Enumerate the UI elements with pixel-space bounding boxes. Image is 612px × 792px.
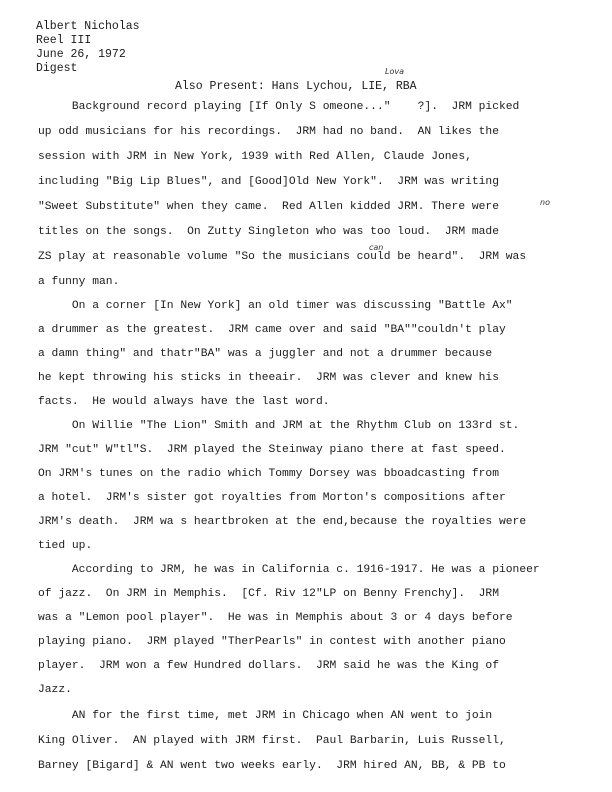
text-line: JRM's death. JRM wa s heartbroken at the end,because the royalties were (38, 516, 527, 528)
handwritten-note-no: no (540, 198, 550, 207)
handwritten-note-lova: Lova (385, 67, 404, 76)
text-line: a drummer as the greatest. JRM came over and said "BA""couldn't play (38, 324, 506, 336)
text-line: player. JRM won a few Hundred dollars. JRM said he was the King of (38, 660, 499, 672)
text-line: On Willie "The Lion" Smith and JRM at the Rhythm Club on 133rd st. (38, 420, 520, 432)
text-line: a hotel. JRM's sister got royalties from Morton's compositions after (38, 492, 506, 504)
text-line: ZS play at reasonable volume "So the musicians could be heard". JRM was (38, 251, 527, 263)
text-line: he kept throwing his sticks in theeair. JRM was clever and knew his (38, 372, 499, 384)
text-line: a damn thing" and thatr"BA" was a juggler and not a drummer because (38, 348, 493, 360)
text-line: "Sweet Substitute" when they came. Red Allen kidded JRM. There were (38, 201, 499, 213)
text-line: Barney [Bigard] & AN went two weeks early. JRM hired AN, BB, & PB to (38, 760, 506, 772)
text-line: session with JRM in New York, 1939 with Red Allen, Claude Jones, (38, 151, 472, 163)
text-line: of jazz. On JRM in Memphis. [Cf. Riv 12"LP on Benny Frenchy]. JRM (38, 588, 499, 600)
text-line: JRM "cut" W"tl"S. JRM played the Steinway piano there at fast speed. (38, 444, 506, 456)
text-line: was a "Lemon pool player". He was in Memphis about 3 or 4 days before (38, 612, 513, 624)
text-line: tied up. (38, 540, 93, 552)
text-line: playing piano. JRM played "TherPearls" in contest with another piano (38, 636, 506, 648)
interviewee-name: Albert Nicholas (36, 20, 140, 33)
text-line: On JRM's tunes on the radio which Tommy Dorsey was bboadcasting from (38, 468, 499, 480)
handwritten-note-can: can (369, 243, 384, 252)
text-line: up odd musicians for his recordings. JRM had no band. AN likes the (38, 126, 499, 138)
interview-date: June 26, 1972 (36, 48, 126, 61)
text-line: a funny man. (38, 276, 120, 288)
reel-number: Reel III (36, 34, 92, 47)
text-line: Jazz. (38, 684, 72, 696)
text-line: including "Big Lip Blues", and [Good]Old New York". JRM was writing (38, 176, 499, 188)
text-line: Background record playing [If Only S omeone..." ?]. JRM picked (38, 101, 520, 113)
text-line: AN for the first time, met JRM in Chicago when AN went to join (38, 710, 493, 722)
document-type: Digest (36, 62, 78, 75)
text-line: titles on the songs. On Zutty Singleton who was too loud. JRM made (38, 226, 499, 238)
text-line: According to JRM, he was in California c. 1916-1917. He was a pioneer (38, 564, 540, 576)
text-line: On a corner [In New York] an old timer was discussing "Battle Ax" (38, 300, 513, 312)
text-line: facts. He would always have the last word. (38, 396, 330, 408)
text-line: King Oliver. AN played with JRM first. Paul Barbarin, Luis Russell, (38, 735, 506, 747)
also-present-line: Also Present: Hans Lychou, LIE, RBA (175, 80, 417, 93)
document-header (36, 20, 140, 76)
